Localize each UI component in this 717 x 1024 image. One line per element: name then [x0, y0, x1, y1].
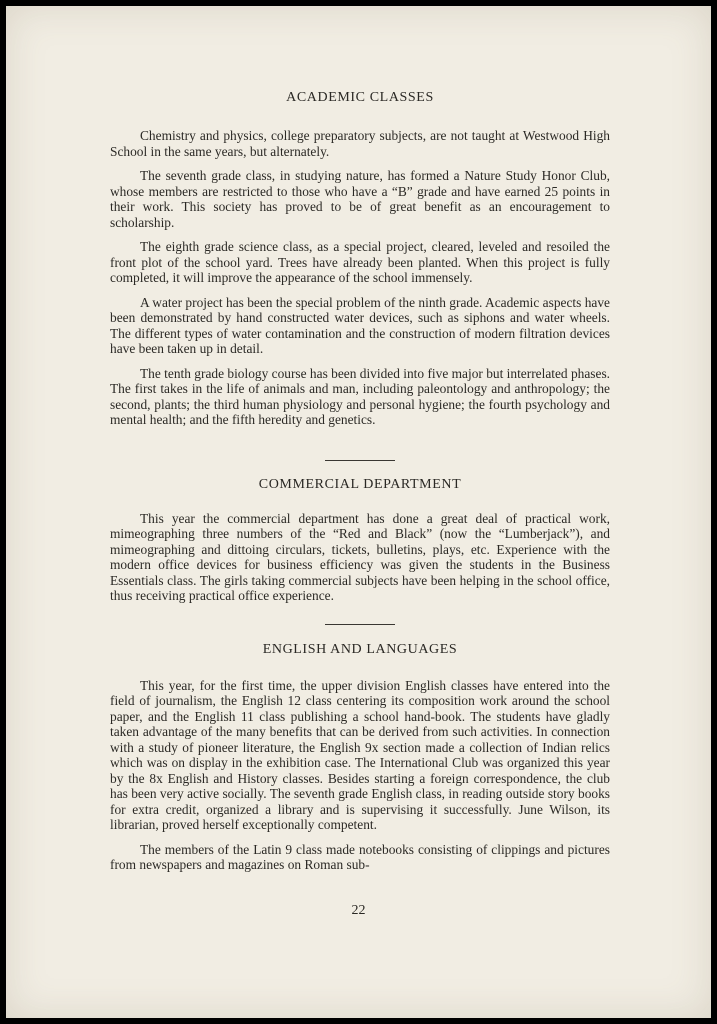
- section-divider: [325, 624, 395, 625]
- section-title: ACADEMIC CLASSES: [286, 90, 434, 105]
- section-body: [110, 128, 610, 428]
- section-title: COMMERCIAL DEPARTMENT: [258, 476, 462, 492]
- paragraph: The eighth grade science class, as a special project, cleared, leveled and resoiled the front plot of the school yard. Trees have already been planted. When this project is fully completed, it will improve the appearance of the school immensely.: [110, 239, 610, 285]
- page-number: 22: [351, 903, 366, 918]
- section-english-and-languages: [110, 642, 610, 873]
- section-academic-classes: [110, 90, 610, 428]
- section-title: ENGLISH AND LANGUAGES: [262, 641, 458, 657]
- document-page: [110, 90, 610, 882]
- paragraph: The tenth grade biology course has been divided into five major but interrelated phases. The first takes in the life of animals and man, including paleontology and anthropology; the second, plants; the third human physiology and personal hygiene; the fourth psychology and mental health; and the fifth heredity and genetics.: [110, 365, 611, 427]
- section-body: [110, 678, 610, 873]
- paragraph: Chemistry and physics, college preparatory subjects, are not taught at Westwood High School in the same years, but alternately.: [110, 128, 610, 159]
- paragraph: A water project has been the special problem of the ninth grade. Academic aspects have been demonstrated by hand constructed water devices, such as siphons and water wheels. The different types of water contamination and the construction of modern filtration devices have been taken up in detail.: [110, 294, 610, 356]
- section-divider: [325, 460, 395, 461]
- paragraph: The seventh grade class, in studying nature, has formed a Nature Study Honor Club, whose members are restricted to those who have a “B” grade and have earned 25 points in their work. This society has proved to be of great benefit as an encouragement to scholarship.: [110, 168, 610, 230]
- section-commercial-department: [110, 477, 610, 604]
- paragraph: This year the commercial department has done a great deal of practical work, mimeographing three numbers of the “Red and Black” (now the “Lumberjack”), and mimeographing and dittoing circulars, tickets, bulletins, plays, etc. Experience with the modern office devices for business efficiency was given the students in the Business Essentials class. The girls taking commercial subjects have been helping in the school office, thus receiving practical office experience.: [110, 510, 610, 603]
- paragraph: This year, for the first time, the upper division English classes have entered into the field of journalism, the English 12 class centering its composition work around the school paper, and the English 11 class publishing a school hand-book. The students have gladly taken advantage of the many benefits that can be derived from such activities. In connection with a study of pioneer literature, the English 9x section made a collection of Indian relics which was on display in the exhibition case. The International Club was organized this year by the 8x English and History classes. Besides starting a foreign correspondence, the club has been very active socially. The seventh grade English class, in reading outside story books for extra credit, organized a library and is supervising it successfully. June Wilson, its librarian, proved herself exceptionally competent.: [110, 677, 610, 832]
- paragraph: The members of the Latin 9 class made notebooks consisting of clippings and pictures from newspapers and magazines on Roman sub-: [110, 841, 610, 872]
- section-body: [110, 511, 610, 604]
